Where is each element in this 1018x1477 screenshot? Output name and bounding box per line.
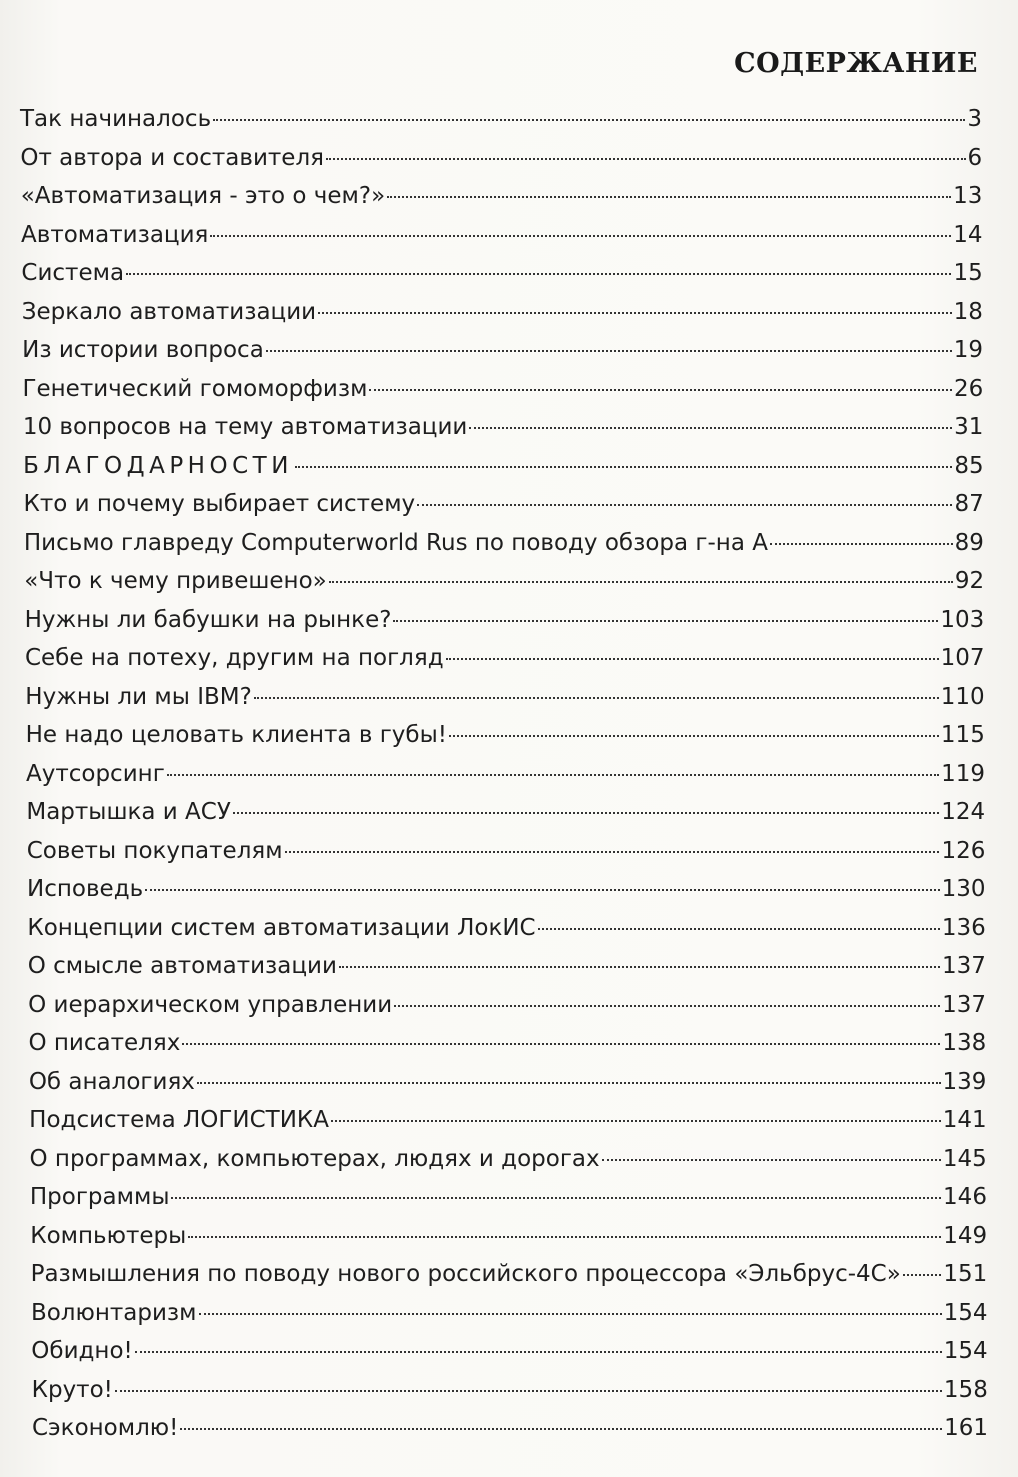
toc-entry-page: 110 [940,683,985,710]
toc-entry-title: Подсистема ЛОГИСТИКА [29,1107,329,1133]
dot-leader [145,889,939,891]
toc-entry-page: 154 [943,1299,988,1326]
toc-entry-page: 130 [941,876,986,902]
dot-leader [417,504,952,506]
dot-leader [449,735,939,737]
toc-entry-page: 19 [953,337,984,363]
toc-entry-title: Исповедь [27,876,144,902]
toc-entry [0,1332,1018,1371]
toc-entry-title: Размышления по поводу нового российского процессора «Эльбрус-4С» [30,1261,901,1287]
toc-entry-title: Письмо главреду Computerworld Rus по поводу обзора г-на А [23,529,768,556]
toc-entry-page: 138 [942,1030,987,1056]
dot-leader [393,620,938,622]
toc-entry [0,1371,1018,1410]
toc-entry-page: 161 [944,1415,988,1441]
toc-entry-title: Не надо целовать клиента в губы! [25,722,447,748]
toc-entry [0,216,1018,255]
toc-entry [0,601,1018,640]
toc-entry-title: Из истории вопроса [22,337,264,363]
toc-entry [0,793,1018,832]
toc-entry-title: Нужны ли мы IBM? [25,683,252,710]
dot-leader [115,1390,942,1392]
toc-entry-page: 115 [940,722,985,748]
toc-entry [0,1178,1018,1217]
toc-entry-title: Концепции систем автоматизации ЛокИС [27,914,536,941]
toc-entry-title: Компьютеры [30,1222,187,1249]
toc-entry [0,755,1018,794]
dot-leader [266,350,952,352]
dot-leader [197,1082,941,1084]
toc-entry [0,986,1018,1025]
dot-leader [285,851,940,853]
toc-entry-title: Сэкономлю! [32,1415,179,1441]
toc-entry-page: 13 [953,183,983,209]
toc-entry [0,947,1018,986]
toc-entry-page: 145 [942,1145,987,1172]
toc-entry-page: 141 [942,1107,987,1133]
toc-entry-title: «Что к чему привешено» [24,568,327,594]
toc-entry [0,408,1018,447]
toc-entry [0,447,1018,486]
dot-leader [188,1236,941,1238]
toc-entry-page: 103 [940,606,985,633]
dot-leader [331,1120,941,1122]
toc-entry [0,370,1018,409]
toc-entry [0,639,1018,678]
toc-entry [0,1255,1018,1294]
toc-entry-title: О смысле автоматизации [27,953,337,979]
toc-entry-title: Волюнтаризм [30,1299,197,1326]
toc-entry-title: «Автоматизация - это о чем?» [20,183,386,209]
toc-entry-title: Нужны ли бабушки на рынке? [24,606,392,633]
toc-entry-page: 18 [953,298,983,325]
toc-entry [0,909,1018,948]
dot-leader [903,1274,942,1276]
toc-entry-title: Кто и почему выбирает систему [23,491,416,517]
dot-leader [295,466,952,468]
toc-entry-title: Мартышка и АСУ [26,799,231,825]
dot-leader [387,196,951,198]
toc-entry [0,100,1018,139]
toc-entry-title: О программах, компьютерах, людях и дорогах [29,1145,600,1172]
toc-entry-page: 15 [953,260,983,286]
dot-leader [180,1428,942,1430]
toc-entry-page: 139 [942,1068,987,1095]
toc-entry [0,832,1018,871]
toc-entry [0,139,1018,178]
toc-entry-title: Автоматизация [21,221,209,248]
dot-leader [167,774,939,776]
toc-entry-page: 6 [967,144,983,171]
dot-leader [254,697,939,699]
dot-leader [339,966,940,968]
toc-entry-title: О писателях [28,1030,181,1056]
dot-leader [213,119,965,121]
toc-entry-title: Круто! [31,1376,113,1403]
toc-entry-page: 89 [954,529,984,556]
table-of-contents [0,100,1018,1448]
toc-entry-page: 158 [943,1376,988,1403]
toc-entry-page: 107 [940,645,985,671]
dot-leader [469,427,952,429]
dot-leader [326,158,966,160]
dot-leader [394,1005,940,1007]
toc-entry [0,1024,1018,1063]
toc-entry [0,870,1018,909]
dot-leader [602,1159,941,1161]
toc-entry-page: 149 [943,1222,988,1249]
dot-leader [446,658,939,660]
toc-entry [0,562,1018,601]
toc-entry-title: Советы покупателям [26,837,283,864]
toc-entry-page: 119 [941,760,985,787]
toc-entry-page: 151 [943,1261,988,1287]
dot-leader [538,928,940,930]
toc-entry-page: 136 [941,914,986,941]
toc-entry [0,524,1018,563]
toc-entry-title: Система [21,260,125,286]
toc-entry-page: 137 [942,991,987,1018]
toc-entry [0,177,1018,216]
toc-entry-title: Генетический гомоморфизм [22,375,368,402]
dot-leader [233,812,939,814]
toc-entry-title: БЛАГОДАРНОСТИ [23,452,293,479]
toc-entry-page: 124 [941,799,986,825]
toc-entry [0,1409,1018,1448]
toc-entry-page: 87 [954,491,984,517]
toc-entry-page: 14 [953,221,983,248]
toc-entry [0,254,1018,293]
dot-leader [318,312,952,314]
toc-entry-title: Аутсорсинг [26,760,165,787]
toc-entry [0,1101,1018,1140]
toc-entry-page: 31 [954,414,984,440]
toc-entry-page: 92 [954,568,985,594]
toc-entry-title: От автора и составителя [20,144,324,171]
toc-entry [0,716,1018,755]
toc-entry-page: 146 [943,1184,987,1210]
dot-leader [182,1043,940,1045]
toc-entry-page: 3 [967,106,982,132]
dot-leader [199,1313,942,1315]
toc-entry-title: Программы [29,1184,170,1210]
dot-leader [210,235,951,237]
dot-leader [135,1351,942,1353]
toc-entry [0,293,1018,332]
toc-entry [0,485,1018,524]
contents-heading: СОДЕРЖАНИЕ [734,48,978,79]
dot-leader [126,273,951,275]
toc-entry-page: 26 [953,375,984,402]
toc-entry [0,1140,1018,1179]
toc-entry-page: 137 [941,953,986,979]
toc-entry-page: 126 [941,837,986,864]
toc-entry [0,1217,1018,1256]
toc-entry [0,331,1018,370]
toc-entry-title: Обидно! [31,1338,133,1364]
toc-entry [0,678,1018,717]
toc-entry-page: 154 [943,1338,988,1364]
toc-entry-title: 10 вопросов на тему автоматизации [22,414,468,440]
toc-entry-title: Об аналогиях [28,1068,195,1095]
toc-entry [0,1294,1018,1333]
dot-leader [770,543,953,545]
toc-entry-title: О иерархическом управлении [28,991,393,1018]
toc-entry-page: 85 [954,452,984,479]
dot-leader [369,389,952,391]
dot-leader [329,581,953,583]
dot-leader [171,1197,941,1199]
toc-entry [0,1063,1018,1102]
toc-entry-title: Зеркало автоматизации [21,298,317,325]
toc-entry-title: Себе на потеху, другим на погляд [24,645,444,671]
toc-entry-title: Так начиналось [20,106,212,132]
